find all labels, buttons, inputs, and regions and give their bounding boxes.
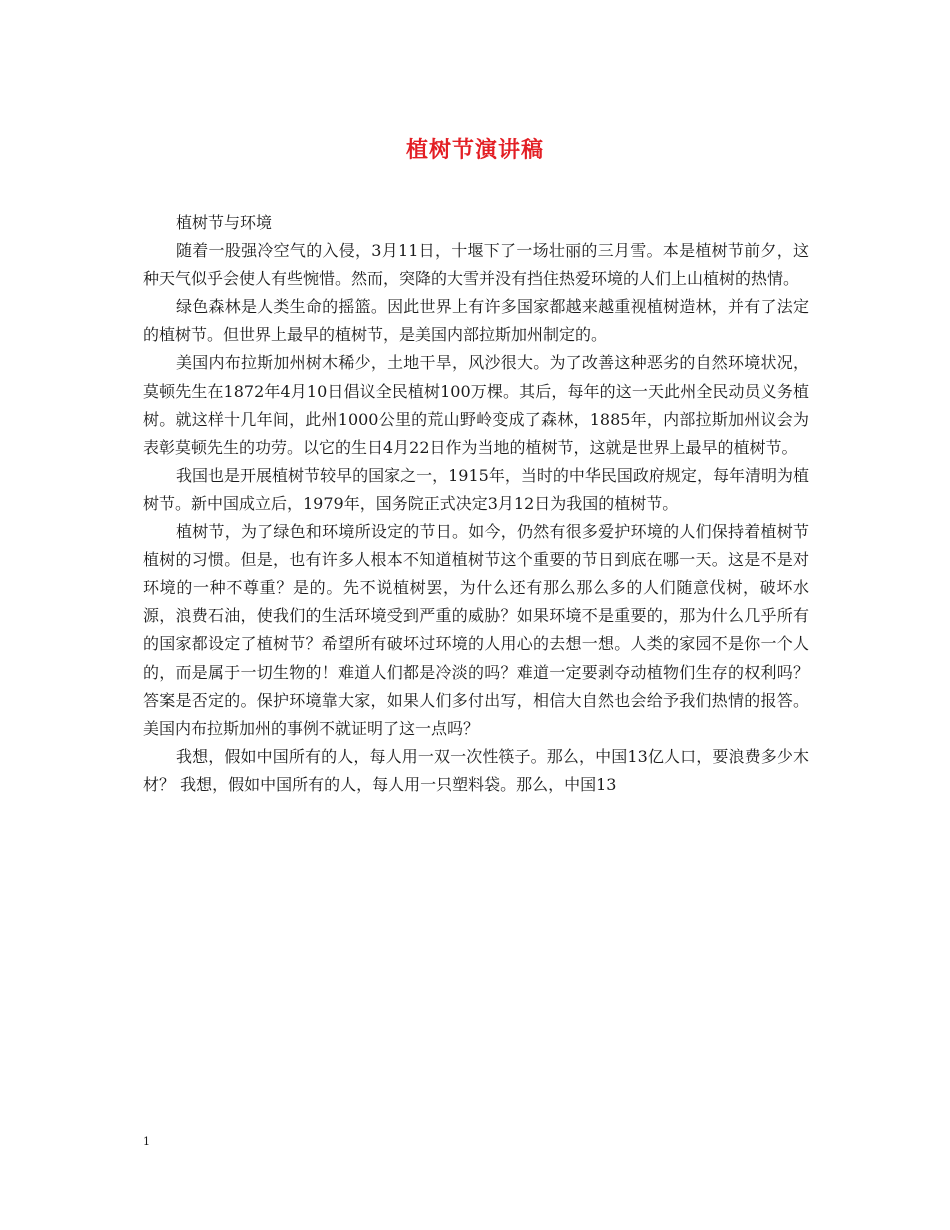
paragraph: 随着一股强冷空气的入侵，3月11日，十堰下了一场壮丽的三月雪。本是植树节前夕，这种天气似乎会使人有些惋惜。然而，突降的大雪并没有挡住热爱环境的人们上山植树的热情。 (143, 241, 809, 289)
paragraph-subtitle: 植树节与环境 (176, 213, 273, 232)
page-number: 1 (143, 1135, 150, 1148)
document-title: 植树节演讲稿 (405, 137, 544, 163)
paragraph: 绿色森林是人类生命的摇篮。因此世界上有许多国家都越来越重视植树造林，并有了法定的植树节。但世界上最早的植树节，是美国内部拉斯加州制定的。 (143, 297, 809, 345)
paragraph: 美国内布拉斯加州树木稀少，土地干旱，风沙很大。为了改善这种恶劣的自然环境状况，莫顿先生在1872年4月10日倡议全民植树100万棵。其后，每年的这一天此州全民动员义务植树。就这样十几年间，此州1000公里的荒山野岭变成了森林，1885年，内部拉斯加州议会为表彰莫顿先生的功劳。以它的生日4月22日作为当地的植树节，这就是世界上最早的植树节。 (143, 353, 809, 457)
paragraph: 植树节，为了绿色和环境所设定的节日。如今，仍然有很多爱护环境的人们保持着植树节植树的习惯。但是，也有许多人根本不知道植树节这个重要的节日到底在哪一天。这是不是对环境的一种不尊重？是的。先不说植树罢，为什么还有那么那么多的人们随意伐树，破坏水源，浪费石油，使我们的生活环境受到严重的威胁？如果环境不是重要的，那为什么几乎所有的国家都设定了植树节？希望所有破坏过环境的人用心的去想一想。人类的家园不是你一个人的，而是属于一切生物的！难道人们都是冷淡的吗？难道一定要剥夺动植物们生存的权利吗？答案是否定的。保护环境靠大家，如果人们多付出写，相信大自然也会给予我们热情的报答。美国内布拉斯加州的事例不就证明了这一点吗？ (143, 522, 809, 738)
paragraph: 我国也是开展植树节较早的国家之一，1915年，当时的中华民国政府规定，每年清明为植树节。新中国成立后，1979年，国务院正式决定3月12日为我国的植树节。 (143, 465, 809, 513)
paragraph: 我想，假如中国所有的人，每人用一双一次性筷子。那么，中国13亿人口，要浪费多少木材？ 我想，假如中国所有的人，每人用一只塑料袋。那么，中国13 (143, 746, 809, 794)
document-body (143, 209, 809, 799)
